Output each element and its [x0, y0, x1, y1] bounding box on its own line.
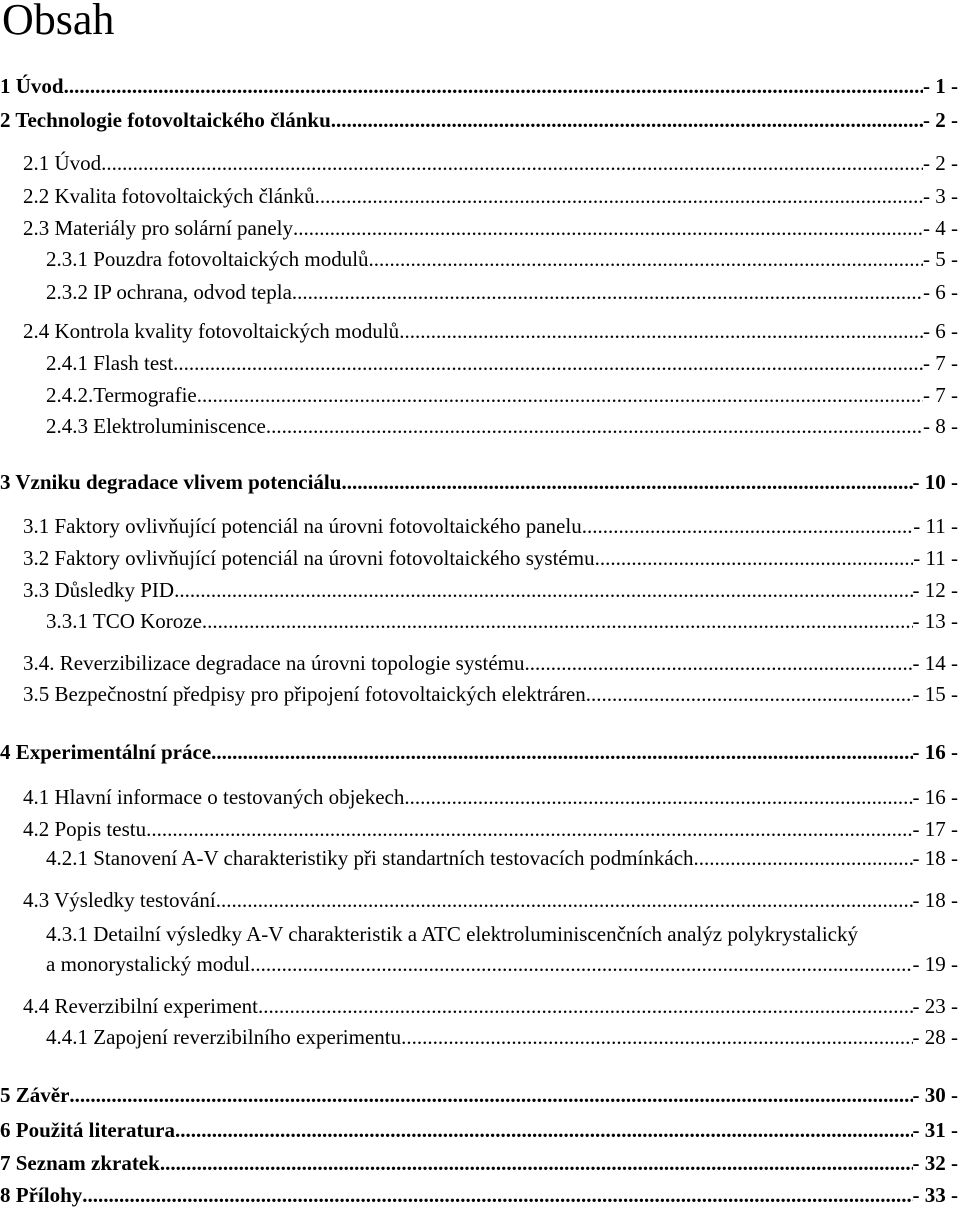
page-title: Obsah [2, 0, 115, 44]
toc-page-number: - 31 - [912, 1118, 958, 1142]
toc-entry-4-4[interactable] [23, 991, 958, 1021]
toc-entry-3-3-1[interactable] [46, 606, 958, 636]
toc-leader-dots [69, 1080, 912, 1110]
toc-leader-dots [582, 511, 914, 541]
toc-page-number: - 7 - [923, 383, 958, 407]
toc-page-number: - 6 - [923, 319, 958, 343]
toc-entry-title: 3.1 Faktory ovlivňující potenciál na úrovni fotovoltaického panelu [23, 514, 582, 538]
toc-entry-2-3-1[interactable] [46, 244, 958, 274]
toc-entry-title: a monorystalický modul [46, 952, 251, 976]
toc-leader-dots [101, 148, 923, 178]
toc-entry-title: 3.3.1 TCO Koroze [46, 609, 202, 633]
toc-page-number: - 13 - [912, 609, 958, 633]
toc-leader-dots [202, 606, 913, 636]
toc-entry-title: 4.4 Reverzibilní experiment [23, 994, 259, 1018]
toc-entry-title: 6 Použitá literatura [0, 1118, 175, 1142]
toc-page-number: - 19 - [912, 952, 958, 976]
toc-leader-dots [146, 814, 912, 844]
toc-entry-title: 4.1 Hlavní informace o testovaných objekech [23, 785, 405, 809]
toc-entry-title: 5 Závěr [0, 1083, 70, 1107]
toc-page-number: - 8 - [923, 414, 958, 438]
toc-entry-7[interactable] [0, 1148, 958, 1178]
toc-leader-dots [369, 244, 923, 274]
toc-leader-dots [174, 575, 912, 605]
toc-page-number: - 16 - [912, 785, 958, 809]
toc-entry-title: 3.3 Důsledky PID [23, 578, 175, 602]
toc-entry-4-4-1[interactable] [46, 1022, 958, 1052]
toc-page-number: - 6 - [923, 280, 958, 304]
toc-entry-title: 2.4 Kontrola kvality fotovoltaických modulů [23, 319, 400, 343]
toc-entry-title: 2.4.3 Elektroluminiscence [46, 414, 266, 438]
toc-entry-4[interactable] [0, 737, 958, 767]
toc-page-number: - 2 - [923, 108, 958, 132]
toc-leader-dots [82, 1180, 912, 1210]
toc-leader-dots [331, 105, 923, 135]
toc-entry-2[interactable] [0, 105, 958, 135]
toc-entry-3[interactable] [0, 467, 958, 497]
toc-page-number: - 14 - [912, 651, 958, 675]
toc-leader-dots [404, 782, 912, 812]
toc-entry-title: 8 Přílohy [0, 1183, 83, 1207]
toc-entry-2-3[interactable] [23, 213, 958, 243]
toc-entry-title: 4.3.1 Detailní výsledky A-V charakteristik a ATC elektroluminiscenčních analýz polykrystalický [46, 922, 858, 946]
toc-entry-title: 4 Experimentální práce [0, 740, 212, 764]
toc-entry-title: 2.2 Kvalita fotovoltaických článků [23, 184, 315, 208]
toc-entry-title: 3.2 Faktory ovlivňující potenciál na úrovni fotovoltaického systému [23, 546, 595, 570]
toc-entry-1[interactable] [0, 71, 958, 101]
toc-entry-2-4-1[interactable] [46, 348, 958, 378]
toc-leader-dots [401, 1022, 912, 1052]
toc-leader-dots [266, 411, 923, 441]
toc-entry-3-3[interactable] [23, 575, 958, 605]
toc-page-number: - 15 - [912, 682, 958, 706]
toc-leader-dots [175, 1115, 913, 1145]
toc-page-number: - 28 - [912, 1025, 958, 1049]
toc-entry-8[interactable] [0, 1180, 958, 1210]
toc-page-number: - 32 - [912, 1151, 958, 1175]
toc-page-number: - 10 - [912, 470, 958, 494]
toc-entry-title: 2.1 Úvod [23, 151, 102, 175]
toc-entry-title: 3 Vzniku degradace vlivem potenciálu [0, 470, 342, 494]
toc-page-number: - 17 - [912, 817, 958, 841]
toc-entry-6[interactable] [0, 1115, 958, 1145]
toc-entry-title: 7 Seznam zkratek [0, 1151, 160, 1175]
toc-page-number: - 1 - [923, 74, 958, 98]
toc-entry-2-4-3[interactable] [46, 411, 958, 441]
toc-leader-dots [160, 1148, 913, 1178]
toc-entry-title: 4.4.1 Zapojení reverzibilního experimentu [46, 1025, 402, 1049]
toc-entry-4-2[interactable] [23, 814, 958, 844]
toc-page-number: - 30 - [912, 1083, 958, 1107]
toc-entry-title: 3.4. Reverzibilizace degradace na úrovni topologie systému [23, 651, 525, 675]
toc-entry-title: 2.4.1 Flash test [46, 351, 174, 375]
toc-leader-dots [525, 648, 913, 678]
toc-leader-dots [292, 277, 923, 307]
toc-page-number: - 18 - [912, 846, 958, 870]
toc-leader-dots [258, 991, 912, 1021]
toc-leader-dots [64, 71, 923, 101]
toc-entry-4-3-1[interactable] [46, 919, 958, 949]
toc-leader-dots [197, 380, 923, 410]
toc-entry-title: 4.2 Popis testu [23, 817, 147, 841]
toc-leader-dots [173, 348, 923, 378]
toc-leader-dots [293, 213, 923, 243]
toc-entry-title: 2.4.2.Termografie [46, 383, 197, 407]
toc-entry-title: 2.3.1 Pouzdra fotovoltaických modulů [46, 247, 369, 271]
toc-page-number: - 11 - [913, 546, 958, 570]
toc-entry-title: 2.3.2 IP ochrana, odvod tepla [46, 280, 292, 304]
toc-leader-dots [211, 737, 912, 767]
toc-entry-title: 1 Úvod [0, 74, 64, 98]
toc-entry-4-2-1[interactable] [46, 843, 958, 873]
toc-entry-3-1[interactable] [23, 511, 958, 541]
toc-entry-4-3-1-continued[interactable] [46, 949, 958, 979]
toc-entry-4-1[interactable] [23, 782, 958, 812]
toc-leader-dots [399, 316, 923, 346]
toc-entry-title: 4.3 Výsledky testování [23, 888, 216, 912]
toc-entry-3-5[interactable] [23, 679, 958, 709]
toc-page-number: - 11 - [913, 514, 958, 538]
toc-entry-2-4[interactable] [23, 316, 958, 346]
toc-entry-2-4-2[interactable] [46, 380, 958, 410]
toc-page-number: - 23 - [912, 994, 958, 1018]
toc-entry-title: 2.3 Materiály pro solární panely [23, 216, 294, 240]
toc-entry-2-3-2[interactable] [46, 277, 958, 307]
toc-entry-2-2[interactable] [23, 181, 958, 211]
toc-entry-4-3[interactable] [23, 885, 958, 915]
toc-page-number: - 4 - [923, 216, 958, 240]
toc-entry-5[interactable] [0, 1080, 958, 1110]
toc-leader-dots [216, 885, 913, 915]
toc-entry-title: 2 Technologie fotovoltaického článku [0, 108, 331, 132]
toc-page-number: - 33 - [912, 1183, 958, 1207]
toc-leader-dots [591, 679, 913, 709]
toc-entry-title: 4.2.1 Stanovení A-V charakteristiky při standartních testovacích podmínkách [46, 846, 694, 870]
toc-page-number: - 7 - [923, 351, 958, 375]
toc-leader-dots [250, 949, 912, 979]
toc-leader-dots [315, 181, 923, 211]
toc-entry-3-2[interactable] [23, 543, 958, 573]
toc-page-number: - 18 - [912, 888, 958, 912]
toc-leader-dots [595, 543, 914, 573]
toc-page-number: - 5 - [923, 247, 958, 271]
toc-entry-title: 3.5 Bezpečnostní předpisy pro připojení fotovoltaických elektráren. [23, 682, 591, 706]
toc-leader-dots [694, 843, 913, 873]
toc-page-number: - 2 - [923, 151, 958, 175]
toc-entry-2-1[interactable] [23, 148, 958, 178]
toc-page-number: - 12 - [912, 578, 958, 602]
toc-page-number: - 3 - [923, 184, 958, 208]
toc-leader-dots [341, 467, 912, 497]
toc-page-number: - 16 - [912, 740, 958, 764]
toc-entry-3-4[interactable] [23, 648, 958, 678]
